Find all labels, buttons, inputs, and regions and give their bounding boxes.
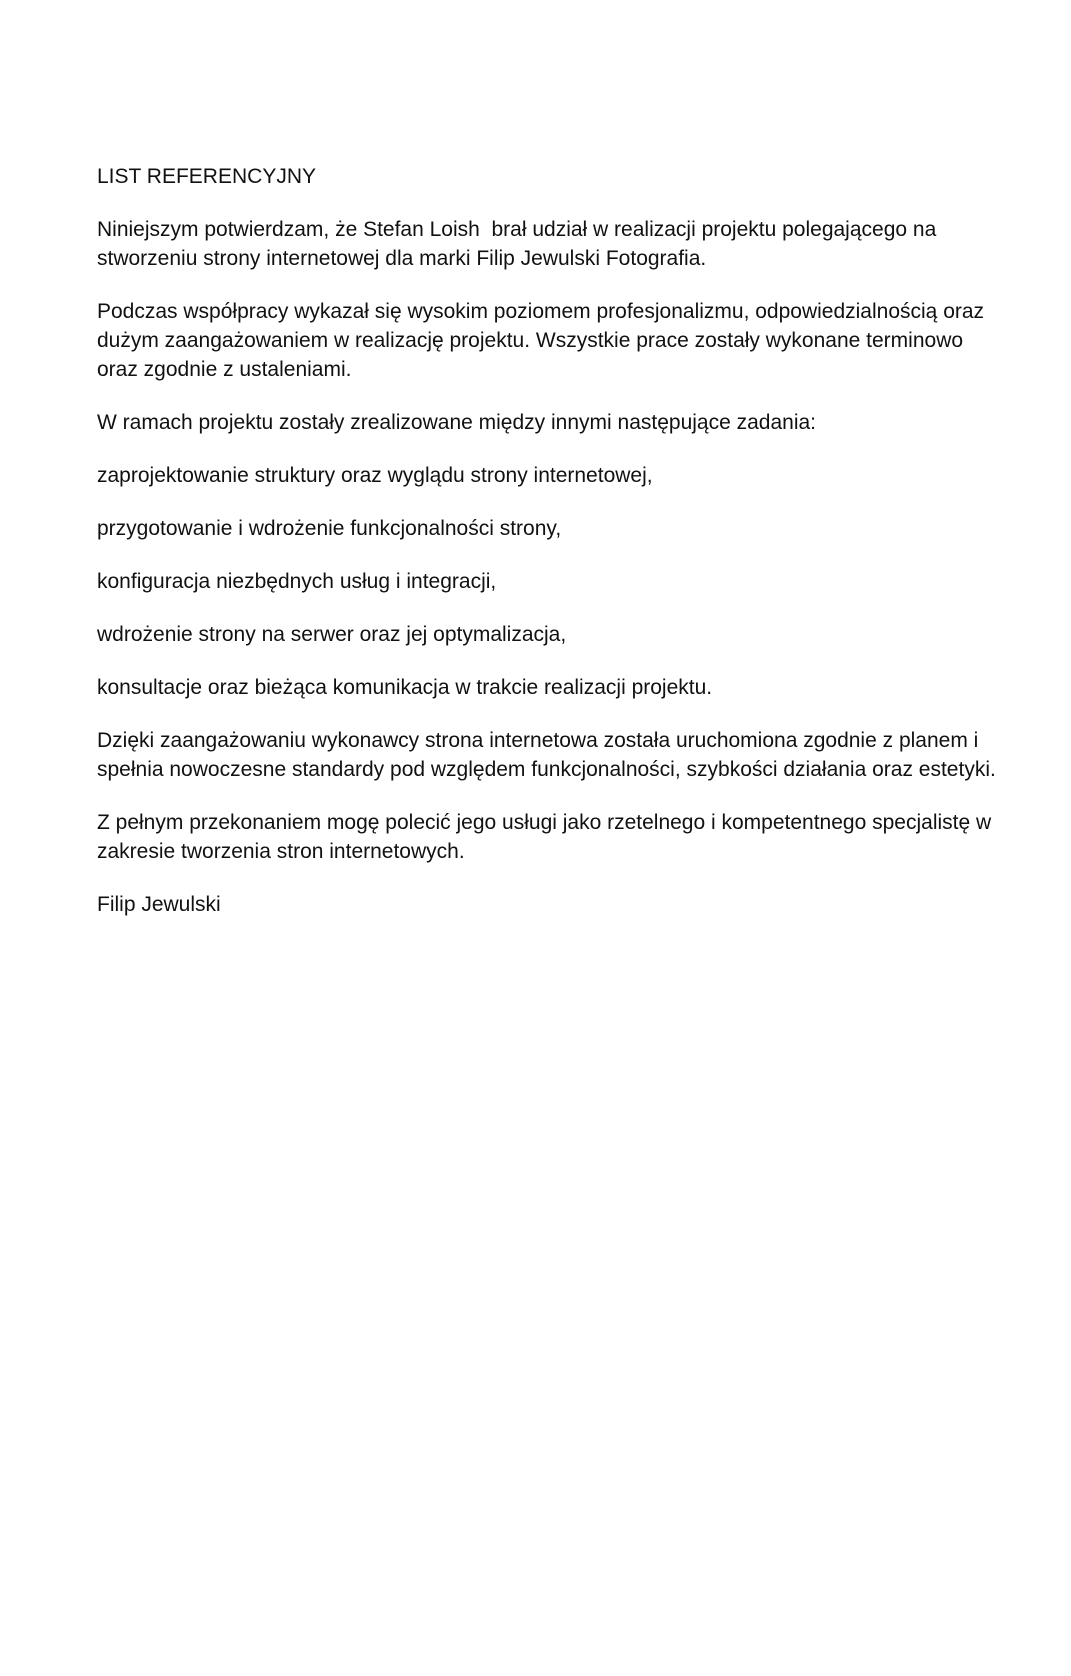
task-item: konfiguracja niezbędnych usług i integracji, <box>97 570 497 593</box>
task-item: zaprojektowanie struktury oraz wyglądu strony internetowej, <box>97 464 653 487</box>
signature: Filip Jewulski <box>97 893 221 916</box>
paragraph-cooperation: Podczas współpracy wykazał się wysokim poziomem profesjonalizmu, odpowiedzialnością oraz dużym zaangażowaniem w realizację projektu. Wszystkie prace zostały wykonane terminowo oraz zgodnie z ustaleniami. <box>97 300 990 381</box>
paragraph-tasks-intro: W ramach projektu zostały zrealizowane między innymi następujące zadania: <box>97 411 817 434</box>
task-item: przygotowanie i wdrożenie funkcjonalności strony, <box>97 517 562 540</box>
task-item: konsultacje oraz bieżąca komunikacja w trakcie realizacji projektu. <box>97 676 713 699</box>
paragraph-recommendation: Z pełnym przekonaniem mogę polecić jego usługi jako rzetelnego i kompetentnego specjalistę w zakresie tworzenia stron internetowych. <box>97 811 998 863</box>
task-item: wdrożenie strony na serwer oraz jej optymalizacja, <box>97 623 567 646</box>
letter-body <box>97 162 1002 943</box>
paragraph-result: Dzięki zaangażowaniu wykonawcy strona internetowa została uruchomiona zgodnie z planem i spełnia nowoczesne standardy pod względem funkcjonalności, szybkości działania oraz estetyki. <box>97 729 996 781</box>
paragraph-intro: Niniejszym potwierdzam, że Stefan Loish brał udział w realizacji projektu polegającego na stworzeniu strony internetowej dla marki Filip Jewulski Fotografia. <box>97 218 943 270</box>
document-title: LIST REFERENCYJNY <box>97 165 316 188</box>
